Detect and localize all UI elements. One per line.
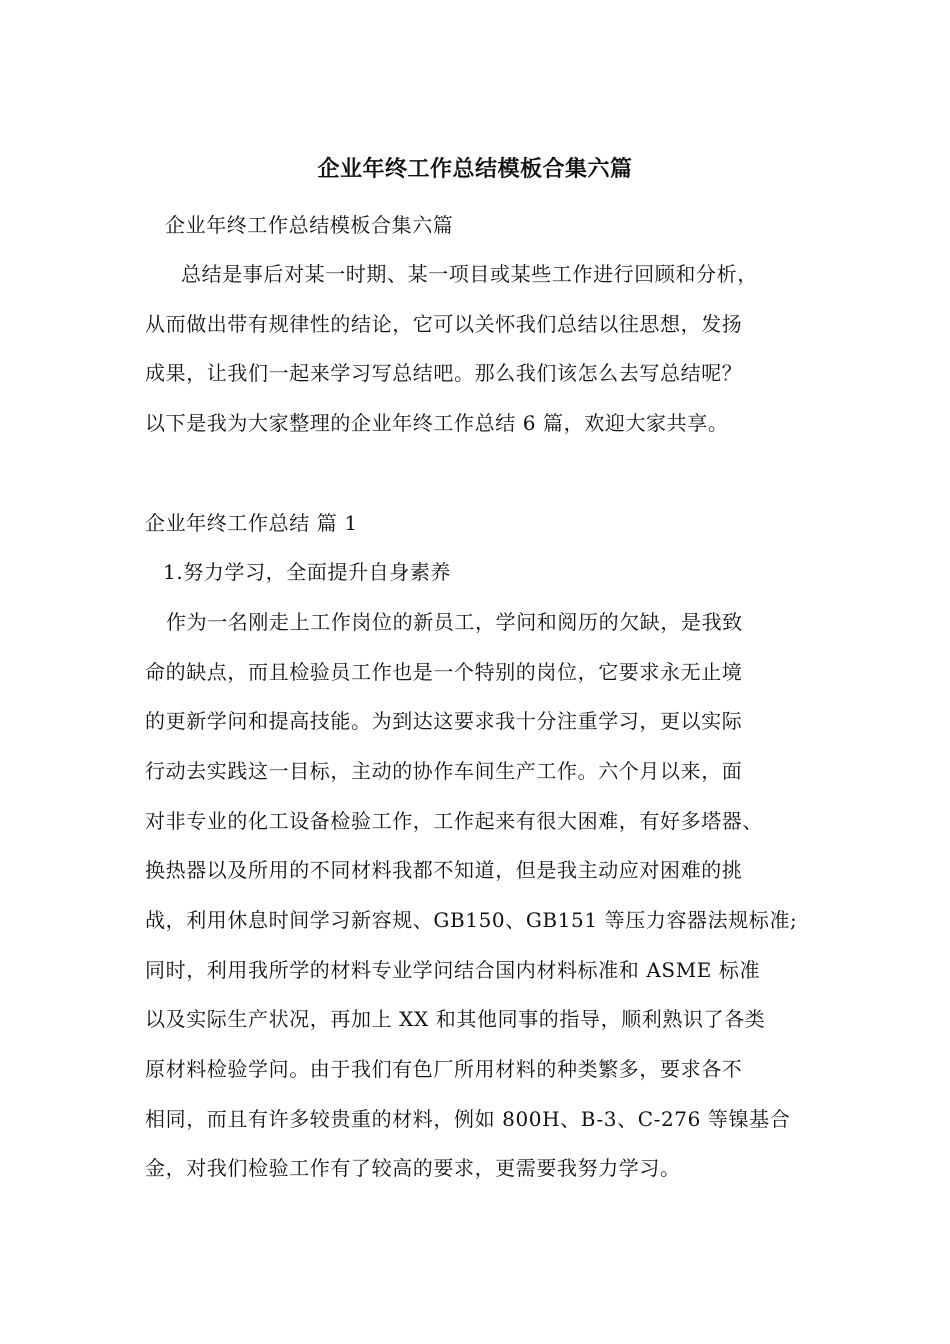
body-line: 对非专业的化工设备检验工作，工作起来有很大困难，有好多塔器、: [145, 809, 763, 833]
intro-line: 总结是事后对某一时期、某一项目或某些工作进行回顾和分析，: [181, 262, 758, 286]
body-line: 金，对我们检验工作有了较高的要求，更需要我努力学习。: [145, 1156, 681, 1180]
document-subtitle: 企业年终工作总结模板合集六篇: [165, 213, 454, 237]
body-line: 作为一名刚走上工作岗位的新员工，学问和阅历的欠缺，是我致: [166, 610, 743, 634]
body-line: 同时，利用我所学的材料专业学问结合国内材料标准和 ASME 标准: [145, 958, 761, 982]
body-line: 相同，而且有许多较贵重的材料，例如 800H、B-3、C-276 等镍基合: [145, 1107, 791, 1131]
body-line: 的更新学问和提高技能。为到达这要求我十分注重学习，更以实际: [145, 709, 743, 733]
intro-line: 成果，让我们一起来学习写总结吧。那么我们该怎么去写总结呢？: [145, 361, 743, 385]
body-line: 以及实际生产状况，再加上 XX 和其他同事的指导，顺利熟识了各类: [145, 1007, 766, 1031]
intro-line: 以下是我为大家整理的企业年终工作总结 6 篇，欢迎大家共享。: [145, 411, 729, 435]
intro-line: 从而做出带有规律性的结论，它可以关怀我们总结以往思想，发扬: [145, 312, 743, 336]
section-heading: 企业年终工作总结 篇 1: [145, 511, 358, 535]
item-heading: 1.努力学习，全面提升自身素养: [163, 560, 452, 584]
body-line: 换热器以及所用的不同材料我都不知道，但是我主动应对困难的挑: [145, 858, 743, 882]
document-title: 企业年终工作总结模板合集六篇: [317, 157, 633, 182]
body-line: 战，利用休息时间学习新容规、GB150、GB151 等压力容器法规标准;: [145, 908, 798, 932]
body-line: 原材料检验学问。由于我们有色厂所用材料的种类繁多，要求各不: [145, 1057, 743, 1081]
body-line: 行动去实践这一目标，主动的协作车间生产工作。六个月以来，面: [145, 759, 743, 783]
body-line: 命的缺点，而且检验员工作也是一个特别的岗位，它要求永无止境: [145, 660, 743, 684]
